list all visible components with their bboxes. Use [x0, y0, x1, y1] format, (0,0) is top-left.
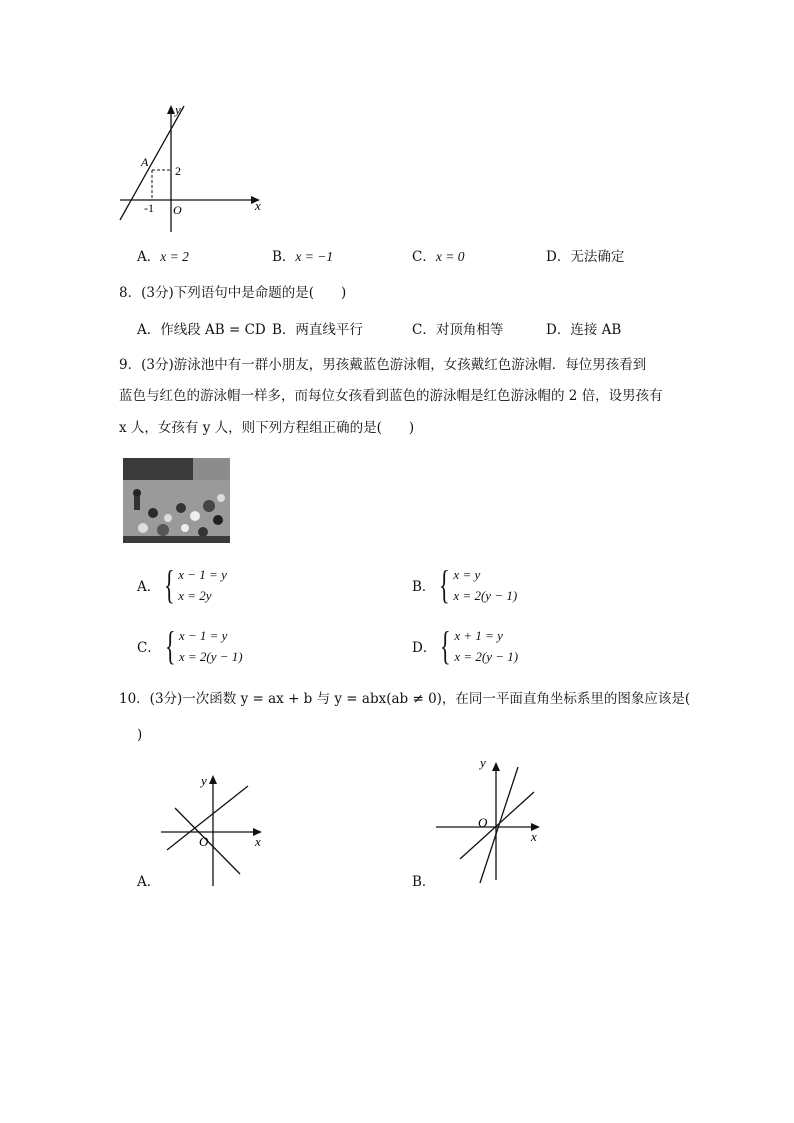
q7-y-tick: 2	[175, 164, 181, 178]
q10-option-b[interactable]: B．	[412, 874, 436, 890]
q9-option-a[interactable]	[137, 564, 227, 606]
q9-option-a-letter: A．	[137, 579, 161, 595]
q7-option-c-text: x = 0	[435, 249, 465, 264]
q10-option-a[interactable]: A．	[137, 874, 161, 890]
q8-option-c-text: 对顶角相等	[435, 322, 504, 338]
q10-a-y-label: y	[201, 773, 207, 788]
q7-option-b-text: x = −1	[295, 249, 334, 264]
q8-option-a[interactable]	[137, 320, 266, 340]
q9-line-3: x 人，女孩有 y 人，则下列方程组正确的是( )	[119, 420, 415, 436]
q7-x-label: x	[255, 198, 261, 213]
q7-option-b-letter: B．	[272, 249, 296, 265]
q10-a-origin: O	[199, 834, 209, 849]
q9-option-b[interactable]	[412, 564, 517, 606]
q8-option-b[interactable]	[272, 320, 363, 340]
q9-line-2: 蓝色与红色的游泳帽一样多，而每位女孩看到蓝色的游泳帽是红色游泳帽的 2 倍，设男孩有	[119, 388, 663, 404]
q7-graph	[112, 100, 272, 235]
brace-icon: {	[164, 623, 176, 668]
q7-point-label: A	[141, 155, 149, 169]
q8-stem: 8．(3分)下列语句中是命题的是( )	[119, 285, 347, 301]
q7-origin: O	[173, 203, 182, 217]
q8-option-c-letter: C．	[412, 322, 436, 338]
q10-a-x-label: x	[255, 834, 261, 849]
q9-option-a-eq1: x − 1 = y	[178, 567, 227, 582]
q8-option-b-text: 两直线平行	[295, 322, 363, 338]
q9-option-d[interactable]	[412, 625, 518, 667]
q8-option-d[interactable]	[546, 320, 621, 340]
q7-y-label: y	[175, 102, 181, 117]
q9-option-b-eq2: x = 2(y − 1)	[453, 588, 518, 603]
q7-option-a[interactable]	[137, 247, 189, 267]
q10-graph-b	[430, 755, 550, 887]
q9-option-d-system	[454, 625, 518, 667]
q9-option-c-letter: C．	[137, 640, 161, 656]
q10-b-y-label: y	[480, 755, 486, 770]
q9-option-c-eq2: x = 2(y − 1)	[178, 649, 243, 664]
q7-option-a-letter: A．	[137, 249, 161, 265]
q9-option-b-letter: B．	[412, 579, 436, 595]
q8-option-b-letter: B．	[272, 322, 296, 338]
q9-line-1: 9．(3分)游泳池中有一群小朋友，男孩戴蓝色游泳帽，女孩戴红色游泳帽．每位男孩看到	[119, 357, 647, 373]
swimming-pool-photo	[123, 458, 230, 543]
q8-option-a-text: 作线段 AB = CD	[160, 322, 266, 338]
q8-option-c[interactable]	[412, 320, 503, 340]
q7-option-d[interactable]	[546, 247, 624, 267]
q8-option-d-letter: D．	[546, 322, 571, 338]
q10-b-origin: O	[478, 815, 488, 830]
q10-line-2: )	[137, 727, 143, 743]
q10-b-x-label: x	[531, 829, 537, 844]
q9-option-d-eq2: x = 2(y − 1)	[454, 649, 519, 664]
q9-option-d-eq1: x + 1 = y	[454, 628, 503, 643]
q9-option-b-system	[453, 564, 517, 606]
q7-x-tick: -1	[144, 201, 154, 215]
q9-option-c[interactable]	[137, 625, 243, 667]
q9-option-a-eq2: x = 2y	[178, 588, 212, 603]
q9-option-b-eq1: x = y	[453, 567, 481, 582]
q7-option-a-text: x = 2	[160, 249, 189, 264]
q7-option-c[interactable]	[412, 247, 464, 267]
q9-option-c-system	[179, 625, 243, 667]
q7-option-b[interactable]	[272, 247, 333, 267]
q10-graph-a	[155, 768, 275, 890]
q7-option-d-text: 无法确定	[570, 249, 625, 265]
q8-option-a-letter: A．	[137, 322, 161, 338]
brace-icon: {	[164, 562, 175, 607]
q8-option-d-text: 连接 AB	[570, 322, 622, 338]
q9-option-d-letter: D．	[412, 640, 437, 656]
q7-option-d-letter: D．	[546, 249, 571, 265]
q9-option-c-eq1: x − 1 = y	[178, 628, 228, 643]
q9-option-a-system	[178, 564, 227, 606]
brace-icon: {	[439, 562, 450, 607]
q7-option-c-letter: C．	[412, 249, 436, 265]
brace-icon: {	[440, 623, 451, 668]
q10-line-1: 10．(3分)一次函数 y = ax + b 与 y = abx(ab ≠ 0)，在同一平面直角坐标系里的图象应该是(	[119, 691, 691, 707]
